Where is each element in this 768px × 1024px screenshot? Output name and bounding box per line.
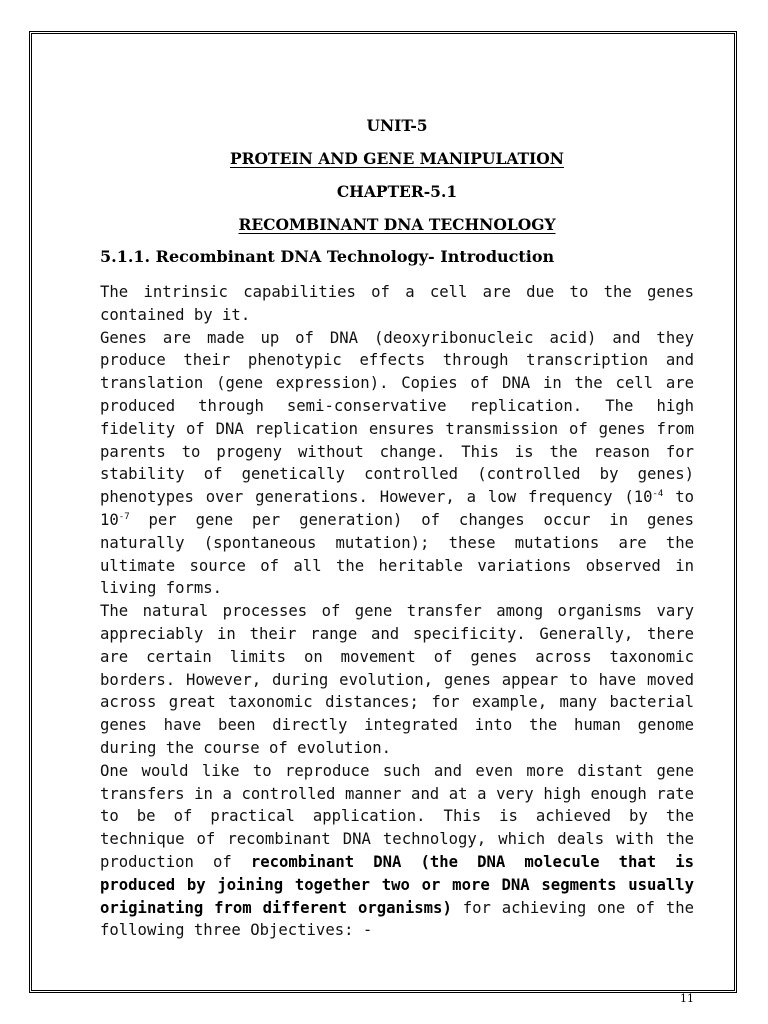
paragraph-4-bold-definition: recombinant DNA (the DNA molecule that is produced by joining together two or more DNA segments usually originating from different organisms) bbox=[100, 852, 695, 917]
unit-heading: UNIT-5 bbox=[366, 116, 428, 135]
chapter-title-heading: RECOMBINANT DNA TECHNOLOGY bbox=[238, 215, 556, 234]
paragraph-2-text-a: Genes are made up of DNA (deoxyribonucleic acid) and they produce their phenotypic effects through transcription and translation (gene expression). Copies of DNA in the cell are produced through semi-conservative replication. The high fidelity of DNA replication ensures transmission of genes from parents to progeny without change. This is the reason for stability of genetically controlled (controlled by genes) phenotypes over generations. However, a low frequency (10 bbox=[100, 328, 694, 507]
page-number: 11 bbox=[680, 992, 694, 1005]
paragraph-4 bbox=[100, 760, 694, 942]
subject-heading: PROTEIN AND GENE MANIPULATION bbox=[230, 149, 564, 168]
section-title: 5.1.1. Recombinant DNA Technology- Introduction bbox=[100, 247, 555, 266]
exponent-1: -4 bbox=[652, 488, 664, 499]
paragraph-3: The natural processes of gene transfer among organisms vary appreciably in their range and specificity. Generally, there are certain limits on movement of genes across taxonomic borders. However, during evolution, genes appear to have moved across great taxonomic distances; for example, many bacterial genes have been directly integrated into the human genome during the course of evolution. bbox=[100, 602, 694, 757]
paragraph-4-text-a: One would like to reproduce such and even more distant gene transfers in a controlled manner and at a very high enough rate to be of practical application. This is achieved by the technique of recombinant DNA technology, which deals with the production of bbox=[100, 761, 694, 871]
chapter-heading: CHAPTER-5.1 bbox=[336, 182, 458, 201]
exponent-2: -7 bbox=[118, 511, 130, 522]
paragraph-2-text-c: per gene per generation) of changes occur in genes naturally (spontaneous mutation); these mutations are the ultimate source of all the heritable variations observed in living forms. bbox=[100, 510, 694, 598]
paragraph-2 bbox=[100, 327, 694, 601]
paragraph-4-text-b: for achieving one of the following three Objectives: - bbox=[100, 898, 694, 940]
paragraph-1: The intrinsic capabilities of a cell are due to the genes contained by it. bbox=[100, 283, 694, 324]
body-text bbox=[100, 281, 694, 942]
paragraph-2-text-b: to 10 bbox=[100, 488, 694, 529]
